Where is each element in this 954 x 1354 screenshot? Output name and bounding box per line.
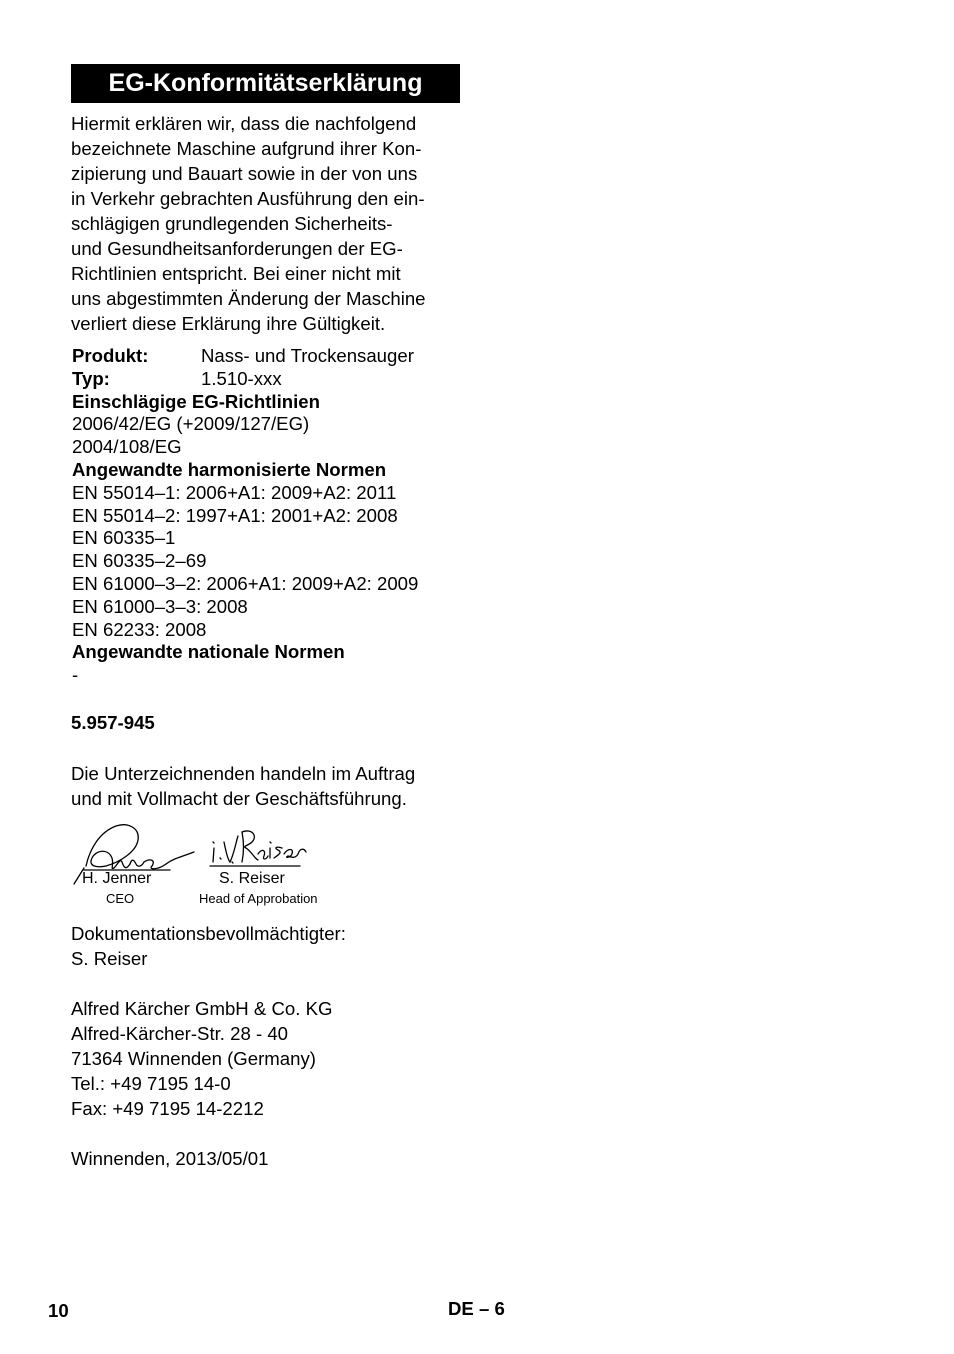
doc-rep-label: Dokumentationsbevollmächtigter: [71,923,346,944]
directive-item: 2006/42/EG (+2009/127/EG) [72,413,310,435]
signers-line: Die Unterzeichnenden handeln im Auftrag [71,763,416,784]
national-value: - [72,664,79,686]
standard-item: EN 61000–3–2: 2006+A1: 2009+A2: 2009 [72,572,419,594]
signature-reiser [210,831,306,866]
spec-block [72,345,472,687]
doc-rep-name: S. Reiser [71,948,148,969]
place-date-text: Winnenden, 2013/05/01 [71,1148,269,1169]
company-address [71,996,332,1121]
intro-line: bezeichnete Maschine aufgrund ihrer Kon- [71,138,422,159]
directives-heading: Einschlägige EG-Richtlinien [72,390,320,412]
address-line: Alfred Kärcher GmbH & Co. KG [71,998,333,1019]
address-line: Tel.: +49 7195 14-0 [71,1073,231,1094]
signers-line: und mit Vollmacht der Geschäftsführung. [71,788,407,809]
product-label: Produkt: [72,345,149,366]
address-line: 71364 Winnenden (Germany) [71,1048,316,1069]
harmonised-heading: Angewandte harmonisierte Normen [72,458,387,480]
place-date [71,1146,268,1171]
product-row [72,345,472,368]
intro-line: Hiermit erklären wir, dass die nachfolgend [71,113,417,134]
standard-item: EN 61000–3–3: 2008 [72,595,248,617]
national-heading: Angewandte nationale Normen [72,641,345,663]
language-page-indicator: DE – 6 [448,1298,505,1319]
standard-item: EN 60335–1 [72,527,176,549]
signer-name-reiser: S. Reiser [219,870,285,887]
standard-item: EN 62233: 2008 [72,618,207,640]
signature-area [70,818,350,910]
intro-line: schlägigen grundlegenden Sicherheits- [71,213,393,234]
page-title: EG-Konformitätserklärung [71,64,460,103]
intro-line: in Verkehr gebrachten Ausführung den ein- [71,188,425,209]
signer-name-jenner: H. Jenner [82,870,152,887]
intro-line: verliert diese Erklärung ihre Gültigkeit. [71,313,386,334]
intro-line: Richtlinien entspricht. Bei einer nicht mit [71,263,401,284]
intro-line: und Gesundheitsanforderungen der EG- [71,238,403,259]
type-row [72,368,472,391]
product-value: Nass- und Trockensauger [201,345,414,366]
address-line: Fax: +49 7195 14-2212 [71,1098,264,1119]
address-line: Alfred-Kärcher-Str. 28 - 40 [71,1023,289,1044]
directive-item: 2004/108/EG [72,436,182,458]
type-value: 1.510-xxx [201,367,282,389]
standard-item: EN 55014–2: 1997+A1: 2001+A2: 2008 [72,504,398,526]
intro-line: zipierung und Bauart sowie in der von uns [71,163,418,184]
documentation-representative [71,921,346,971]
document-number: 5.957-945 [71,712,155,733]
signer-role-approbation: Head of Approbation [199,891,318,906]
type-label: Typ: [72,367,110,389]
page-number: 10 [48,1300,69,1321]
signers-statement [71,761,415,811]
standard-item: EN 60335–2–69 [72,550,207,572]
signer-role-ceo: CEO [106,891,135,906]
intro-paragraph [71,111,463,336]
standard-item: EN 55014–1: 2006+A1: 2009+A2: 2011 [72,481,397,503]
intro-line: uns abgestimmten Änderung der Maschine [71,288,426,309]
